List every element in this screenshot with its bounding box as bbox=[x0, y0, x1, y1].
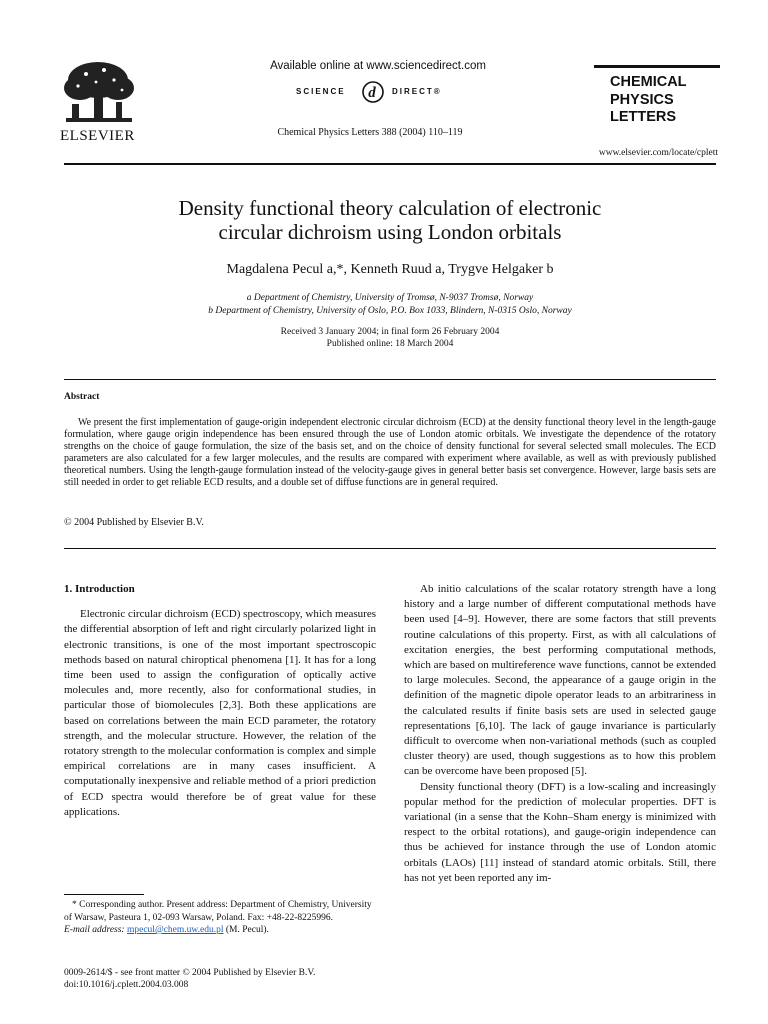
email-label: E-mail address: bbox=[64, 925, 125, 935]
sciencedirect-left-text: SCIENCE bbox=[296, 87, 346, 96]
sciencedirect-logo[interactable] bbox=[290, 80, 470, 104]
affiliation-a: a Department of Chemistry, University of Tromsø, N-9037 Tromsø, Norway bbox=[246, 293, 534, 303]
author-list: Magdalena Pecul a,*, Kenneth Ruud a, Trygve Helgaker b bbox=[226, 262, 554, 277]
journal-url[interactable]: www.elsevier.com/locate/cplett bbox=[598, 148, 718, 158]
body-paragraph: Ab initio calculations of the scalar rotatory strength have a long history and a large number of different computational methods have been used [4–9]. However, there are some factors that still prevents routine calculations of this property. First, as with all calculations of excitation energies, the best performing computational methods, which are based on multireference wave functions, cannot be extended to large molecules. Second, the appearance of a gauge origin in the definition of the magnetic dipole operator leads to an arbitrariness in the calculated results if finite basis sets are used in selected gauge representations [6,10]. The lack of gauge invariance is particularly difficult to overcome when non-variational methods (such as coupled cluster theory) are used, though suggestions as to how this problem can be overcome have been proposed [5]. bbox=[404, 583, 716, 778]
abstract-heading: Abstract bbox=[64, 392, 100, 402]
issn-doi bbox=[64, 967, 315, 991]
journal-name-line: PHYSICS bbox=[610, 91, 674, 108]
sciencedirect-right-text: DIRECT® bbox=[392, 87, 442, 96]
svg-text:d: d bbox=[368, 85, 378, 101]
abstract-copyright: © 2004 Published by Elsevier B.V. bbox=[64, 517, 204, 528]
issn-line: 0009-2614/$ - see front matter © 2004 Published by Elsevier B.V. bbox=[64, 968, 316, 978]
doi-line[interactable]: doi:10.1016/j.cplett.2004.03.008 bbox=[64, 980, 189, 990]
section-heading: 1. Introduction bbox=[64, 583, 135, 595]
journal-name-line: CHEMICAL bbox=[610, 74, 687, 90]
journal-name-line: LETTERS bbox=[610, 109, 677, 125]
article-title bbox=[100, 196, 680, 244]
journal-name-rule bbox=[594, 65, 720, 68]
footnote bbox=[64, 899, 376, 937]
article-dates bbox=[100, 326, 680, 350]
header-divider bbox=[64, 163, 716, 165]
published-date: Published online: 18 March 2004 bbox=[326, 339, 454, 349]
email-line bbox=[64, 924, 376, 937]
affiliations bbox=[100, 292, 680, 318]
footnote-rule bbox=[64, 894, 144, 895]
email-suffix: (M. Pecul). bbox=[225, 925, 269, 935]
abstract-bottom-divider bbox=[64, 548, 716, 549]
journal-name bbox=[610, 74, 687, 127]
abstract-text: We present the first implementation of gauge-origin independent electronic circular dichroism (ECD) at the density functional theory level in the length-gauge formulation, where gauge origin independence has been ensured through the use of London atomic orbitals. We investigate the dependence of the rotatory strengths on the choice of gauge formulation, the size of the basis set, and on the choice of density functional for several selected small molecules. The ECD parameters are also calculated for a few larger molecules, and the results are compared with experiment where available, as well as with previously published theoretical numbers. Using the length-gauge formulation instead of the velocity-gauge gives in general better basis set convergence. However, large basis sets are still needed in order to get reliable ECD results, and a double set of diffuse functions are in general required. bbox=[64, 417, 716, 489]
title-line: Density functional theory calculation of electronic bbox=[178, 196, 602, 220]
body-paragraph: Density functional theory (DFT) is a low-scaling and increasingly popular method for the prediction of molecular properties. DFT is variational (in a sense that the Kohn–Sham energy is minimized with respect to the orbital rotations), and gauge-origin independence can thus be achieved for instance through the use of London atomic orbitals (LAOs) [11] instead of standard atomic orbitals. Still, there has not yet been reported any im- bbox=[404, 780, 716, 884]
available-online-text[interactable]: Available online at www.sciencedirect.com bbox=[270, 60, 486, 72]
body-paragraph: Electronic circular dichroism (ECD) spectroscopy, which measures the differential absorption of left and right circularly polarized light in electronic transitions, is one of the most important spectroscopic methods based on natural chiroptical phenomena [1]. It has for a long time been used to assign the configuration of optically active molecules and, more recently, also for conformational studies, in particular those of biomolecules [2,3]. Both these applications are based on correlations between the main ECD parameter, the rotatory strength, and the molecular structure. However, the relation of the rotatory strength to the molecular conformation is complex and simple empirical correlations are in many cases insufficient. A computationally inexpensive and reliable method of a priori prediction of ECD spectra would therefore be of great value for these applications. bbox=[64, 608, 376, 818]
corresponding-author-note: * Corresponding author. Present address: Department of Chemistry, University of Warsaw, Pasteura 1, 02-093 Warsaw, Poland. Fax: +48-22-8225996. bbox=[64, 900, 372, 923]
right-column bbox=[404, 582, 716, 886]
journal-reference: Chemical Physics Letters 388 (2004) 110–119 bbox=[277, 127, 463, 138]
email-link[interactable]: mpecul@chem.uw.edu.pl bbox=[126, 925, 224, 935]
publisher-name: ELSEVIER bbox=[60, 128, 135, 144]
received-date: Received 3 January 2004; in final form 26 February 2004 bbox=[280, 327, 500, 337]
left-column bbox=[64, 582, 376, 820]
affiliation-b: b Department of Chemistry, University of Oslo, P.O. Box 1033, Blindern, N-0315 Oslo, Norway bbox=[208, 306, 572, 316]
abstract-top-divider bbox=[64, 379, 716, 380]
sciencedirect-at-icon bbox=[358, 80, 388, 104]
title-line: circular dichroism using London orbitals bbox=[218, 220, 562, 244]
